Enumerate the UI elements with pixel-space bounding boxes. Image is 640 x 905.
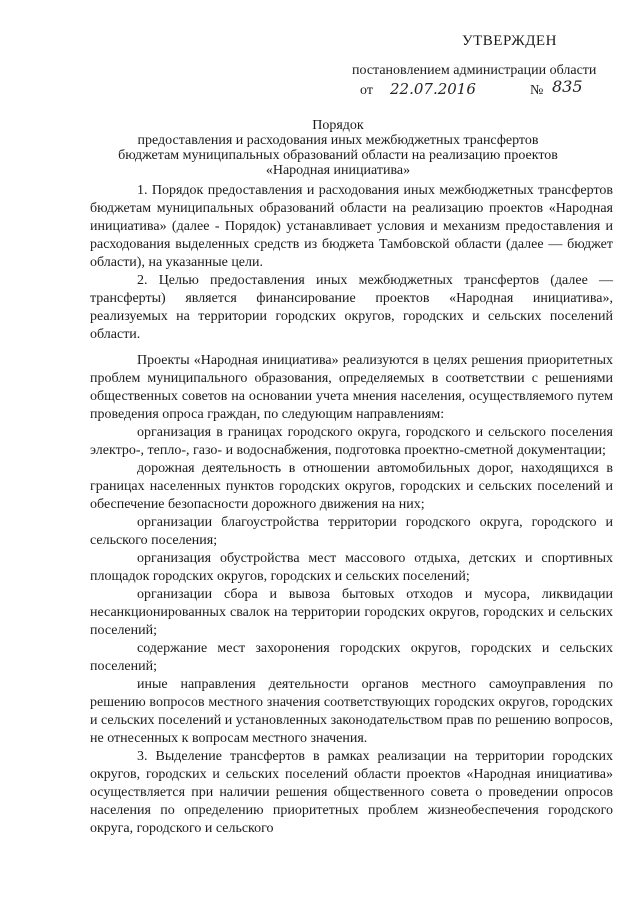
approval-number: 835	[552, 77, 583, 96]
heading-title: Порядок	[312, 118, 364, 133]
heading-line-1: предоставления и расходования иных межбюджетных трансфертов	[137, 133, 539, 148]
paragraph-3-section: 3. Выделение трансфертов в рамках реализации на территории городских округов, городских и сельских поселений области проектов «Народная инициатива» осуществляется при наличии решения общественного совета о проведении опросов населения по определению приоритетных проблем жизнеобеспечения городского округа, городского и сельского	[90, 749, 613, 836]
heading-line-3: «Народная инициатива»	[265, 163, 411, 178]
list-item-recreation: организация обустройства мест массового отдыха, детских и спортивных площадок городских округов, городских и сельских поселений;	[90, 551, 613, 584]
paragraph-2: 2. Целью предоставления иных межбюджетных трансфертов (далее — трансферты) является финансирование проектов «Народная инициатива», реализуемых на территории городских округов, городских и сельских поселений области.	[90, 273, 613, 342]
list-item-other: иные направления деятельности органов местного самоуправления по решению вопросов местного значения соответствующих городских округов, городских и сельских поселений и установленных законодательством прав по решению вопросов, не отнесенных к вопросам местного значения.	[90, 677, 613, 746]
heading-line-2: бюджетам муниципальных образований области на реализацию проектов	[118, 148, 558, 163]
list-item-cemeteries: содержание мест захоронения городских округов, городских и сельских поселений;	[90, 641, 613, 674]
paragraph-3: Проекты «Народная инициатива» реализуются в целях решения приоритетных проблем муниципального образования, определяемых в соответствии с решениями общественных советов на основании учета мнения населения, осуществляемого путем проведения опроса граждан, по следующим направлениям:	[90, 353, 613, 422]
approval-title: УТВЕРЖДЕН	[462, 33, 557, 49]
approval-date: 22.07.2016	[390, 80, 476, 98]
list-item-waste: организации сбора и вывоза бытовых отходов и мусора, ликвидации несанкционированных свалок на территории городских округов, городских и сельских поселений;	[90, 587, 613, 638]
list-item-roads: дорожная деятельность в отношении автомобильных дорог, находящихся в границах населенных пунктов городских округов, городских и сельских поселений и обеспечение безопасности дорожного движения на них;	[90, 461, 613, 512]
list-item-utilities: организация в границах городского округа, городского и сельского поселения электро-, тепло-, газо- и водоснабжения, подготовка проектно-сметной документации;	[90, 425, 613, 458]
list-item-landscaping: организации благоустройства территории городского округа, городского и сельского поселения;	[90, 515, 613, 548]
approval-date-label: от	[360, 83, 373, 98]
paragraph-1: 1. Порядок предоставления и расходования иных межбюджетных трансфертов бюджетам муниципальных образований области на реализацию проектов «Народная инициатива» (далее - Порядок) устанавливает условия и механизм предоставления и расходования выделенных средств из бюджета Тамбовской области (далее — бюджет области), на указанные цели.	[90, 183, 613, 270]
document-body	[90, 182, 613, 838]
approval-by: постановлением администрации области	[352, 63, 597, 78]
document-heading	[88, 118, 588, 178]
approval-number-label: №	[530, 83, 544, 98]
